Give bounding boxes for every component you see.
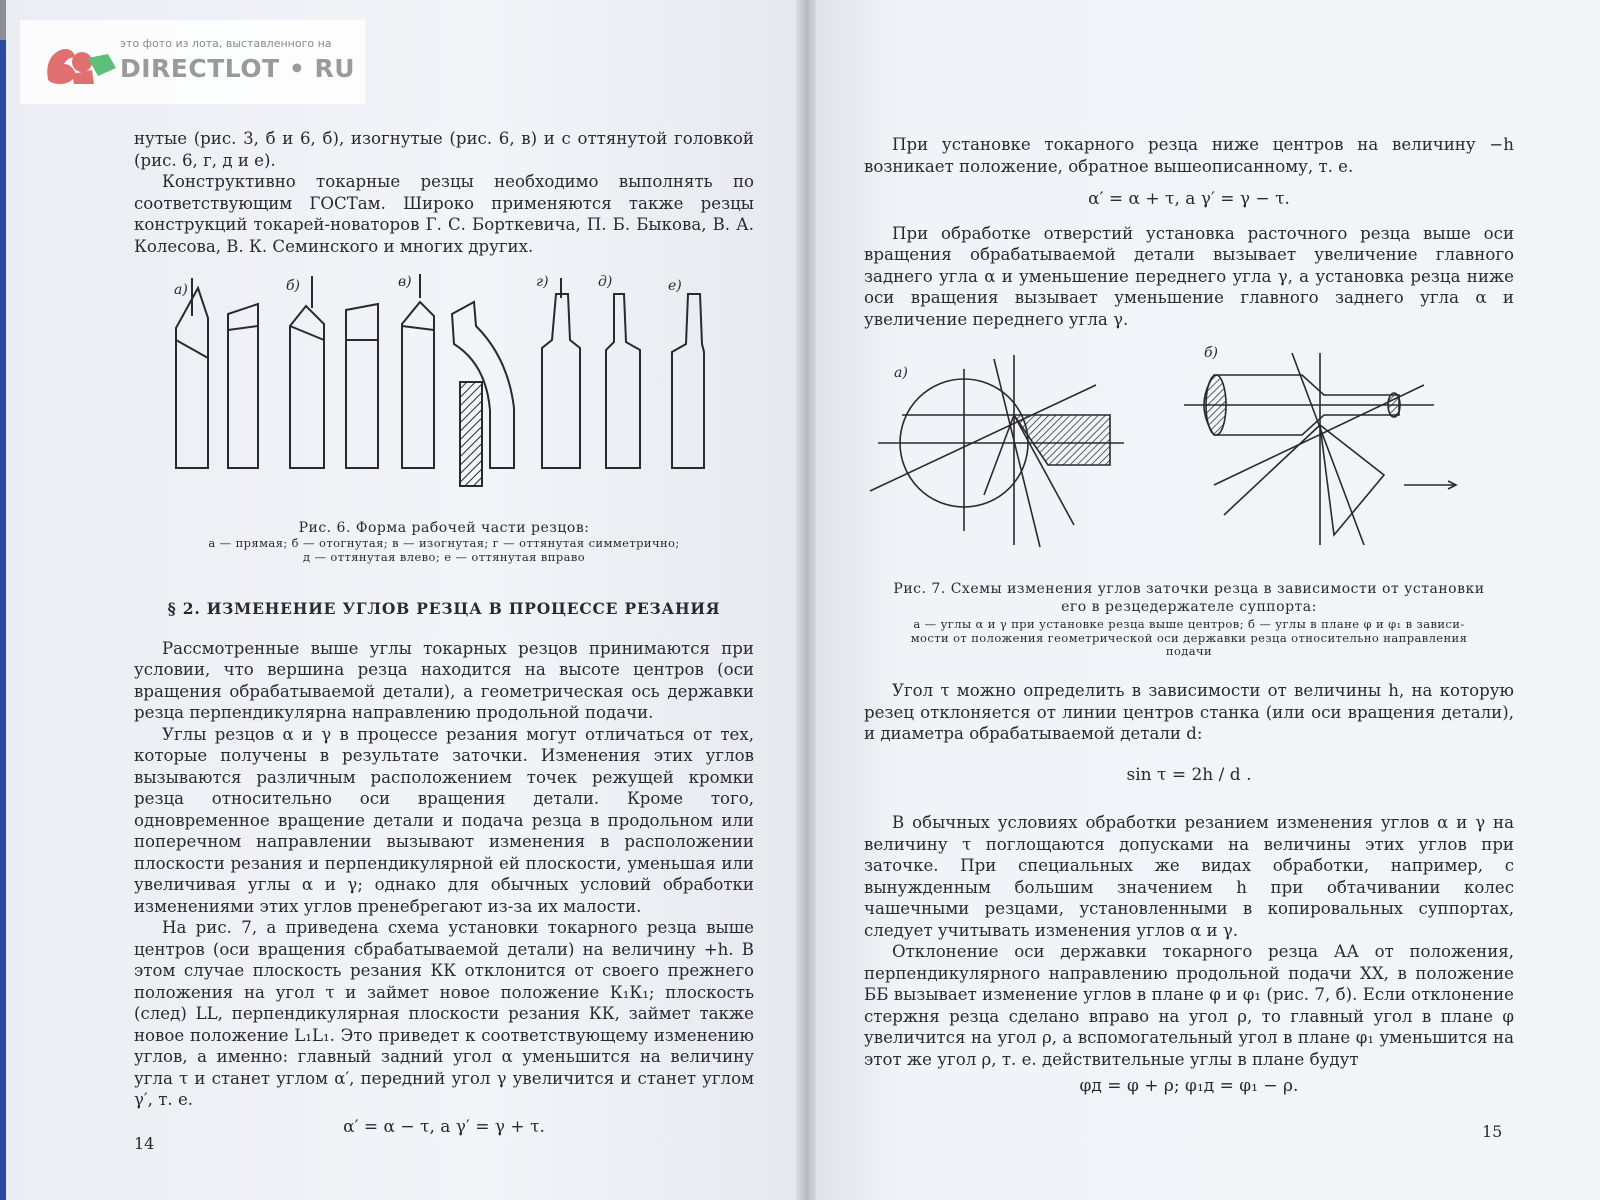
figure-6-cutters bbox=[156, 268, 736, 498]
left-text-main bbox=[134, 598, 754, 1138]
book-gutter bbox=[796, 0, 816, 1200]
right-page bbox=[806, 0, 1600, 1200]
formula-left: α′ = α − τ, а γ′ = γ + τ. bbox=[343, 1116, 545, 1137]
watermark-note: это фото из лота, выставленного на bbox=[120, 37, 332, 50]
fig6-label-e: е) bbox=[668, 278, 682, 294]
squirrel-logo-icon bbox=[42, 40, 122, 88]
paragraph-2: Углы резцов α и γ в процессе резания могут отличаться от тех, которые получены в результате заточки. Изменения этих углов вызываются различным расположением точек режущей кромки резца относительно оси вращения детали. Кроме того, одновременное вращение детали и подача резца в продольном или поперечном направлении вызывают изменения в расположении плоскости резания и перпендикулярной ей плоскости, уменьшая или увеличивая углы α и γ; однако для обычных условий обработки изменениями этих углов пренебрегают из-за их малости. bbox=[134, 724, 754, 916]
fig7-sub3: подачи bbox=[1165, 644, 1213, 658]
formula-r1: α′ = α + τ, а γ′ = γ − τ. bbox=[1088, 189, 1290, 209]
fig6-caption-sub1: а — прямая; б — отогнутая; в — изогнутая; г — оттянутая симметрично; bbox=[208, 536, 680, 550]
fig6-caption-sub2: д — оттянутая влево; е — оттянутая вправо bbox=[302, 549, 586, 564]
fig7-sub2: мости от положения геометрической оси державки резца относительно направления bbox=[910, 630, 1468, 645]
right-text-top bbox=[864, 134, 1514, 330]
fig6-caption-block bbox=[134, 519, 754, 564]
fig6-label-d: д) bbox=[598, 274, 613, 290]
right-text-main bbox=[864, 680, 1514, 1098]
paragraph-3: На рис. 7, а приведена схема установки токарного резца выше центров (оси вращения сбрабатываемой детали) на величину +h. В этом случае плоскость резания КК отклонится от своего прежнего положения на угол τ и займет новое положение К₁К₁; плоскость (след) LL, перпендикулярная плоскости резания КК, займет также новое положение L₁L₁. Это приведет к соответствующему изменению углов, а именно: главный задний угол α уменьшится на величину угла τ и станет углом α′, передний угол γ увеличится и станет углом γ′, т. е. bbox=[134, 918, 754, 1109]
fig6-label-a: а) bbox=[174, 282, 188, 298]
fig6-label-g: г) bbox=[536, 274, 549, 290]
fig7-label-a: а) bbox=[894, 365, 908, 381]
formula-sin: sin τ = 2h / d . bbox=[1126, 764, 1252, 785]
watermark-brand: DIRECTLOT • RU bbox=[120, 54, 356, 83]
fig6-label-v: в) bbox=[398, 274, 412, 290]
fig7-sub1: а — углы α и γ при установке резца выше центров; б — углы в плане φ и φ₁ в зависи- bbox=[913, 617, 1465, 631]
fig6-label-b: б) bbox=[286, 278, 301, 294]
page-number-right: 15 bbox=[1482, 1122, 1503, 1141]
page-number-left: 14 bbox=[134, 1134, 155, 1153]
paragraph-r3: Угол τ можно определить в зависимости от величины h, на которую резец отклоняется от линии центров станка (или оси вращения детали), и диаметра обрабатываемой детали d: bbox=[864, 681, 1514, 743]
paragraph-r5: Отклонение оси державки токарного резца АА от положения, перпендикулярного направлению продольной подачи XX, в положение ББ вызывает изменение углов в плане φ и φ₁ (рис. 7, б). Если отклонение стержня резца сделано вправо на угол ρ, то главный угол в плане φ увеличится на угол ρ, а вспомогательный угол в плане φ₁ уменьшится на этот же угол ρ, т. е. действительные углы в плане будут bbox=[864, 942, 1514, 1069]
left-page bbox=[6, 0, 806, 1200]
paragraph-r4: В обычных условиях обработки резанием изменения углов α и γ на величину τ поглощаются допусками на величины этих углов при заточке. При специальных же видах обработки, например, с вынужденным большим значением h при обтачивании колес чашечными резцами, установленными в копировальных суппортах, следует учитывать изменения углов α и γ. bbox=[864, 813, 1514, 940]
paragraph-r1: При установке токарного резца ниже центров на величину −h возникает положение, обратное вышеописанному, т. е. bbox=[864, 135, 1514, 176]
paragraph-r2: При обработке отверстий установка расточного резца выше оси вращения обрабатываемой детали вызывает увеличение главного заднего угла α и уменьшение переднего угла γ, а установка резца ниже оси вращения вызывает уменьшение главного заднего угла α и увеличение переднего угла γ. bbox=[864, 223, 1514, 329]
left-text-top bbox=[134, 128, 754, 257]
fig7-label-b: б) bbox=[1204, 345, 1219, 361]
fig7-caption1: Рис. 7. Схемы изменения углов заточки резца в зависимости от установки bbox=[893, 581, 1485, 597]
section-heading: § 2. ИЗМЕНЕНИЕ УГЛОВ РЕЗЦА В ПРОЦЕССЕ РЕЗАНИЯ bbox=[167, 599, 721, 618]
figure-7-diagrams bbox=[864, 345, 1484, 560]
paragraph-gost: Конструктивно токарные резцы необходимо выполнять по соответствующим ГОСТам. Широко применяются также резцы конструкций токарей-новаторов Г. С. Борткевича, П. Б. Быкова, В. А. Колесова, В. К. Семинского и многих других. bbox=[134, 172, 754, 256]
fig6-caption: Рис. 6. Форма рабочей части резцов: bbox=[298, 520, 590, 536]
paragraph-1: Рассмотренные выше углы токарных резцов принимаются при условии, что вершина резца находится на высоте центров (оси вращения обрабатываемой детали), а геометрическая ось державки резца перпендикулярна направлению продольной подачи. bbox=[134, 638, 754, 722]
watermark bbox=[20, 20, 365, 104]
paragraph-cont: нутые (рис. 3, б и 6, б), изогнутые (рис. 6, в) и с оттянутой головкой (рис. 6, г, д и е). bbox=[134, 129, 754, 170]
fig7-caption-block bbox=[864, 580, 1514, 659]
fig7-caption2: его в резцедержателе суппорта: bbox=[1061, 599, 1317, 615]
formula-r3: φд = φ + ρ; φ₁д = φ₁ − ρ. bbox=[1079, 1076, 1299, 1096]
